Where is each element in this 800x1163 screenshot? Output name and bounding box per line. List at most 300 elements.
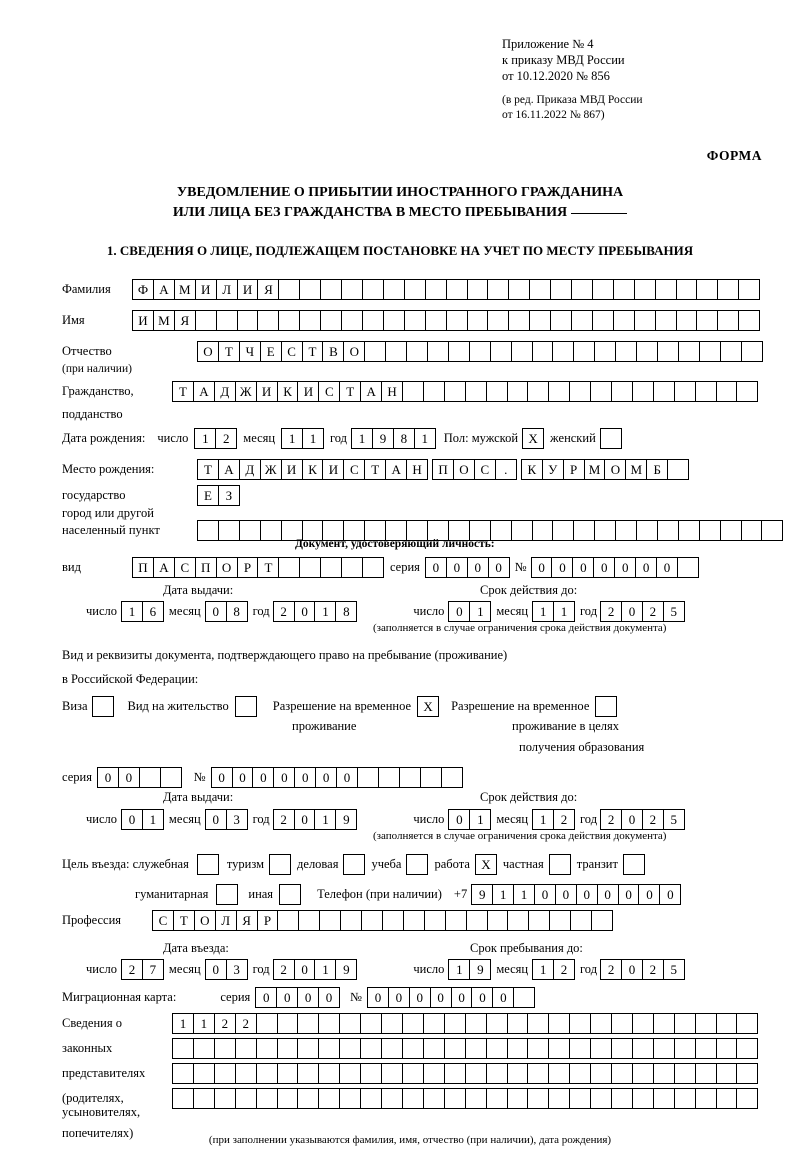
cell[interactable] bbox=[695, 1063, 717, 1084]
cell[interactable] bbox=[361, 910, 383, 931]
cell[interactable] bbox=[278, 310, 300, 331]
cell[interactable] bbox=[611, 1088, 633, 1109]
cell[interactable] bbox=[529, 310, 551, 331]
cell[interactable] bbox=[653, 1038, 675, 1059]
cell[interactable] bbox=[193, 1063, 215, 1084]
cell[interactable] bbox=[343, 854, 365, 875]
cell[interactable]: 1 bbox=[314, 959, 336, 980]
cell[interactable] bbox=[699, 520, 721, 541]
cell[interactable] bbox=[445, 910, 467, 931]
cell[interactable]: 0 bbox=[430, 987, 452, 1008]
cell[interactable]: К bbox=[277, 381, 299, 402]
cell[interactable]: 0 bbox=[276, 987, 298, 1008]
cell[interactable] bbox=[736, 1063, 758, 1084]
cell[interactable] bbox=[257, 310, 279, 331]
cell[interactable] bbox=[548, 1013, 570, 1034]
cell[interactable]: Л bbox=[216, 279, 238, 300]
cell[interactable] bbox=[197, 520, 219, 541]
cell[interactable] bbox=[469, 341, 491, 362]
cell[interactable] bbox=[381, 1038, 403, 1059]
cell[interactable]: Т bbox=[173, 910, 195, 931]
cell[interactable] bbox=[696, 310, 718, 331]
cell[interactable]: С bbox=[474, 459, 496, 480]
cell[interactable]: 0 bbox=[471, 987, 493, 1008]
cell[interactable]: . bbox=[495, 459, 517, 480]
cell[interactable] bbox=[360, 1038, 382, 1059]
cell[interactable]: 0 bbox=[409, 987, 431, 1008]
cell[interactable] bbox=[319, 910, 341, 931]
cell[interactable]: Р bbox=[257, 910, 279, 931]
cell[interactable]: 1 bbox=[314, 809, 336, 830]
cell[interactable]: 0 bbox=[621, 601, 643, 622]
cell[interactable]: 0 bbox=[121, 809, 143, 830]
cell[interactable]: Х bbox=[417, 696, 439, 717]
cell[interactable] bbox=[717, 310, 739, 331]
cell[interactable] bbox=[465, 1038, 487, 1059]
cell[interactable] bbox=[674, 1063, 696, 1084]
cell[interactable]: Р bbox=[563, 459, 585, 480]
cell[interactable]: 5 bbox=[663, 601, 685, 622]
cell[interactable] bbox=[235, 696, 257, 717]
cell[interactable] bbox=[508, 310, 530, 331]
cell[interactable] bbox=[385, 341, 407, 362]
cell[interactable] bbox=[716, 1038, 738, 1059]
cell[interactable] bbox=[277, 1038, 299, 1059]
cell[interactable]: 0 bbox=[621, 959, 643, 980]
cell[interactable] bbox=[532, 520, 554, 541]
cell[interactable] bbox=[467, 279, 489, 300]
cell[interactable]: 0 bbox=[294, 767, 316, 788]
cell[interactable] bbox=[695, 1038, 717, 1059]
cell[interactable] bbox=[269, 854, 291, 875]
cell[interactable]: 1 bbox=[414, 428, 436, 449]
cell[interactable]: 2 bbox=[273, 959, 295, 980]
cell[interactable]: М bbox=[174, 279, 196, 300]
cell[interactable] bbox=[256, 1063, 278, 1084]
cell[interactable] bbox=[653, 1088, 675, 1109]
cell[interactable] bbox=[279, 884, 301, 905]
cell[interactable] bbox=[571, 279, 593, 300]
cell[interactable]: 0 bbox=[318, 987, 340, 1008]
cell[interactable]: Б bbox=[646, 459, 668, 480]
cell[interactable] bbox=[716, 1088, 738, 1109]
cell[interactable] bbox=[364, 341, 386, 362]
cell[interactable] bbox=[448, 341, 470, 362]
cell[interactable] bbox=[632, 1088, 654, 1109]
cell[interactable] bbox=[487, 310, 509, 331]
cell[interactable] bbox=[237, 310, 259, 331]
cell[interactable]: 5 bbox=[663, 809, 685, 830]
cell[interactable]: О bbox=[216, 557, 238, 578]
cell[interactable]: И bbox=[256, 381, 278, 402]
cell[interactable] bbox=[611, 1013, 633, 1034]
cell[interactable] bbox=[632, 1063, 654, 1084]
cell[interactable]: 1 bbox=[351, 428, 373, 449]
cell[interactable] bbox=[615, 341, 637, 362]
cell[interactable] bbox=[573, 341, 595, 362]
cell[interactable]: Т bbox=[197, 459, 219, 480]
cell[interactable] bbox=[318, 1038, 340, 1059]
cell[interactable] bbox=[465, 1013, 487, 1034]
cell[interactable] bbox=[590, 381, 612, 402]
cell[interactable]: 0 bbox=[656, 557, 678, 578]
cell[interactable] bbox=[382, 910, 404, 931]
cell[interactable]: 9 bbox=[471, 884, 493, 905]
cell[interactable]: Я bbox=[257, 279, 279, 300]
cell[interactable] bbox=[592, 310, 614, 331]
cell[interactable] bbox=[486, 1088, 508, 1109]
cell[interactable] bbox=[446, 310, 468, 331]
cell[interactable]: 1 bbox=[532, 809, 554, 830]
cell[interactable]: 2 bbox=[553, 809, 575, 830]
cell[interactable] bbox=[716, 1063, 738, 1084]
cell[interactable] bbox=[507, 381, 529, 402]
cell[interactable]: И bbox=[195, 279, 217, 300]
cell[interactable]: Д bbox=[214, 381, 236, 402]
cell[interactable] bbox=[297, 1088, 319, 1109]
cell[interactable]: К bbox=[302, 459, 324, 480]
cell[interactable]: С bbox=[343, 459, 365, 480]
cell[interactable] bbox=[594, 341, 616, 362]
cell[interactable]: О bbox=[197, 341, 219, 362]
cell[interactable]: А bbox=[153, 279, 175, 300]
cell[interactable] bbox=[507, 1088, 529, 1109]
cell[interactable]: М bbox=[153, 310, 175, 331]
cell[interactable] bbox=[160, 767, 182, 788]
cell[interactable] bbox=[611, 1063, 633, 1084]
cell[interactable] bbox=[528, 910, 550, 931]
cell[interactable] bbox=[548, 1038, 570, 1059]
cell[interactable] bbox=[278, 279, 300, 300]
cell[interactable] bbox=[378, 767, 400, 788]
cell[interactable]: 9 bbox=[372, 428, 394, 449]
cell[interactable]: 1 bbox=[532, 959, 554, 980]
cell[interactable] bbox=[299, 557, 321, 578]
cell[interactable] bbox=[591, 910, 613, 931]
cell[interactable] bbox=[383, 279, 405, 300]
cell[interactable]: 0 bbox=[252, 767, 274, 788]
cell[interactable]: К bbox=[521, 459, 543, 480]
cell[interactable]: 1 bbox=[121, 601, 143, 622]
cell[interactable]: Х bbox=[522, 428, 544, 449]
cell[interactable] bbox=[487, 910, 509, 931]
cell[interactable]: 1 bbox=[193, 1013, 215, 1034]
cell[interactable]: 0 bbox=[551, 557, 573, 578]
cell[interactable] bbox=[655, 279, 677, 300]
cell[interactable]: 1 bbox=[553, 601, 575, 622]
cell[interactable]: 2 bbox=[600, 959, 622, 980]
cell[interactable] bbox=[529, 279, 551, 300]
cell[interactable]: Н bbox=[406, 459, 428, 480]
cell[interactable]: 0 bbox=[273, 767, 295, 788]
cell[interactable] bbox=[548, 1063, 570, 1084]
cell[interactable]: Л bbox=[215, 910, 237, 931]
cell[interactable] bbox=[611, 1038, 633, 1059]
cell[interactable]: 0 bbox=[118, 767, 140, 788]
cell[interactable] bbox=[527, 1088, 549, 1109]
cell[interactable] bbox=[172, 1063, 194, 1084]
cell[interactable]: Я bbox=[236, 910, 258, 931]
cell[interactable]: 9 bbox=[335, 809, 357, 830]
cell[interactable] bbox=[466, 910, 488, 931]
cell[interactable]: А bbox=[153, 557, 175, 578]
cell[interactable] bbox=[667, 459, 689, 480]
cell[interactable]: 2 bbox=[273, 601, 295, 622]
cell[interactable]: 1 bbox=[314, 601, 336, 622]
cell[interactable] bbox=[277, 1063, 299, 1084]
cell[interactable] bbox=[486, 1063, 508, 1084]
cell[interactable]: 0 bbox=[597, 884, 619, 905]
cell[interactable] bbox=[297, 1013, 319, 1034]
cell[interactable]: 2 bbox=[215, 428, 237, 449]
cell[interactable] bbox=[424, 910, 446, 931]
cell[interactable] bbox=[216, 310, 238, 331]
cell[interactable] bbox=[527, 1013, 549, 1034]
cell[interactable]: Я bbox=[174, 310, 196, 331]
cell[interactable] bbox=[423, 381, 445, 402]
cell[interactable] bbox=[404, 279, 426, 300]
cell[interactable] bbox=[444, 1038, 466, 1059]
cell[interactable] bbox=[465, 381, 487, 402]
cell[interactable]: 7 bbox=[142, 959, 164, 980]
cell[interactable] bbox=[676, 279, 698, 300]
cell[interactable]: 0 bbox=[492, 987, 514, 1008]
cell[interactable] bbox=[632, 381, 654, 402]
cell[interactable] bbox=[736, 381, 758, 402]
cell[interactable] bbox=[402, 1063, 424, 1084]
cell[interactable]: А bbox=[360, 381, 382, 402]
cell[interactable] bbox=[513, 987, 535, 1008]
cell[interactable]: 0 bbox=[294, 809, 316, 830]
cell[interactable] bbox=[595, 696, 617, 717]
cell[interactable]: 0 bbox=[448, 601, 470, 622]
cell[interactable]: О bbox=[343, 341, 365, 362]
cell[interactable]: 0 bbox=[572, 557, 594, 578]
cell[interactable] bbox=[406, 854, 428, 875]
cell[interactable] bbox=[716, 381, 738, 402]
cell[interactable] bbox=[569, 1038, 591, 1059]
cell[interactable]: 0 bbox=[451, 987, 473, 1008]
cell[interactable]: Т bbox=[257, 557, 279, 578]
cell[interactable] bbox=[256, 1088, 278, 1109]
cell[interactable] bbox=[193, 1038, 215, 1059]
cell[interactable]: Е bbox=[197, 485, 219, 506]
cell[interactable] bbox=[611, 381, 633, 402]
cell[interactable] bbox=[362, 557, 384, 578]
cell[interactable]: 0 bbox=[593, 557, 615, 578]
cell[interactable]: 5 bbox=[663, 959, 685, 980]
cell[interactable]: 0 bbox=[294, 601, 316, 622]
cell[interactable] bbox=[569, 381, 591, 402]
cell[interactable]: 0 bbox=[659, 884, 681, 905]
cell[interactable] bbox=[590, 1088, 612, 1109]
cell[interactable] bbox=[736, 1038, 758, 1059]
cell[interactable]: 9 bbox=[469, 959, 491, 980]
cell[interactable]: П bbox=[432, 459, 454, 480]
cell[interactable] bbox=[678, 520, 700, 541]
cell[interactable] bbox=[548, 381, 570, 402]
cell[interactable] bbox=[172, 1038, 194, 1059]
cell[interactable] bbox=[550, 279, 572, 300]
cell[interactable] bbox=[320, 310, 342, 331]
cell[interactable] bbox=[278, 557, 300, 578]
cell[interactable]: И bbox=[297, 381, 319, 402]
cell[interactable] bbox=[653, 1063, 675, 1084]
cell[interactable] bbox=[420, 767, 442, 788]
cell[interactable] bbox=[427, 341, 449, 362]
cell[interactable] bbox=[362, 310, 384, 331]
cell[interactable] bbox=[299, 310, 321, 331]
cell[interactable]: 0 bbox=[205, 959, 227, 980]
cell[interactable]: 0 bbox=[467, 557, 489, 578]
cell[interactable] bbox=[696, 279, 718, 300]
cell[interactable]: 2 bbox=[273, 809, 295, 830]
cell[interactable] bbox=[569, 1013, 591, 1034]
cell[interactable]: С bbox=[318, 381, 340, 402]
cell[interactable] bbox=[632, 1038, 654, 1059]
cell[interactable]: С bbox=[174, 557, 196, 578]
cell[interactable] bbox=[623, 854, 645, 875]
cell[interactable] bbox=[695, 381, 717, 402]
cell[interactable]: Ч bbox=[239, 341, 261, 362]
cell[interactable] bbox=[507, 1013, 529, 1034]
cell[interactable]: 0 bbox=[97, 767, 119, 788]
cell[interactable]: 2 bbox=[642, 809, 664, 830]
cell[interactable] bbox=[549, 854, 571, 875]
cell[interactable] bbox=[590, 1038, 612, 1059]
cell[interactable] bbox=[720, 520, 742, 541]
cell[interactable] bbox=[613, 279, 635, 300]
cell[interactable]: 0 bbox=[614, 557, 636, 578]
cell[interactable]: 2 bbox=[214, 1013, 236, 1034]
cell[interactable]: 3 bbox=[226, 959, 248, 980]
cell[interactable]: П bbox=[195, 557, 217, 578]
cell[interactable] bbox=[594, 520, 616, 541]
cell[interactable]: 1 bbox=[513, 884, 535, 905]
cell[interactable]: 2 bbox=[553, 959, 575, 980]
cell[interactable]: М bbox=[584, 459, 606, 480]
cell[interactable]: У bbox=[542, 459, 564, 480]
cell[interactable] bbox=[490, 341, 512, 362]
cell[interactable]: Т bbox=[364, 459, 386, 480]
cell[interactable] bbox=[339, 1063, 361, 1084]
cell[interactable] bbox=[678, 341, 700, 362]
cell[interactable] bbox=[548, 1088, 570, 1109]
cell[interactable] bbox=[277, 1088, 299, 1109]
cell[interactable]: 2 bbox=[642, 959, 664, 980]
cell[interactable]: Д bbox=[239, 459, 261, 480]
cell[interactable] bbox=[674, 1038, 696, 1059]
cell[interactable] bbox=[362, 279, 384, 300]
cell[interactable] bbox=[444, 381, 466, 402]
cell[interactable]: 1 bbox=[532, 601, 554, 622]
cell[interactable] bbox=[277, 910, 299, 931]
cell[interactable] bbox=[487, 279, 509, 300]
cell[interactable]: 0 bbox=[531, 557, 553, 578]
cell[interactable] bbox=[507, 910, 529, 931]
cell[interactable] bbox=[632, 1013, 654, 1034]
cell[interactable]: 8 bbox=[226, 601, 248, 622]
cell[interactable] bbox=[320, 279, 342, 300]
cell[interactable] bbox=[423, 1038, 445, 1059]
cell[interactable]: Х bbox=[475, 854, 497, 875]
cell[interactable]: 0 bbox=[255, 987, 277, 1008]
cell[interactable]: 0 bbox=[555, 884, 577, 905]
cell[interactable] bbox=[738, 310, 760, 331]
cell[interactable] bbox=[277, 1013, 299, 1034]
cell[interactable] bbox=[195, 310, 217, 331]
cell[interactable]: М bbox=[625, 459, 647, 480]
cell[interactable]: 2 bbox=[121, 959, 143, 980]
cell[interactable] bbox=[318, 1013, 340, 1034]
cell[interactable] bbox=[197, 854, 219, 875]
cell[interactable] bbox=[738, 279, 760, 300]
cell[interactable] bbox=[653, 1013, 675, 1034]
cell[interactable] bbox=[139, 767, 161, 788]
cell[interactable]: 6 bbox=[142, 601, 164, 622]
cell[interactable] bbox=[339, 1088, 361, 1109]
cell[interactable] bbox=[486, 381, 508, 402]
cell[interactable]: 0 bbox=[488, 557, 510, 578]
cell[interactable] bbox=[657, 520, 679, 541]
cell[interactable] bbox=[423, 1063, 445, 1084]
cell[interactable] bbox=[508, 279, 530, 300]
cell[interactable] bbox=[425, 279, 447, 300]
cell[interactable] bbox=[634, 279, 656, 300]
cell[interactable] bbox=[399, 767, 421, 788]
cell[interactable]: 8 bbox=[335, 601, 357, 622]
cell[interactable]: О bbox=[604, 459, 626, 480]
cell[interactable]: 0 bbox=[388, 987, 410, 1008]
cell[interactable] bbox=[256, 1013, 278, 1034]
cell[interactable]: 1 bbox=[142, 809, 164, 830]
cell[interactable] bbox=[527, 381, 549, 402]
cell[interactable] bbox=[590, 1013, 612, 1034]
cell[interactable] bbox=[357, 767, 379, 788]
cell[interactable] bbox=[653, 381, 675, 402]
cell[interactable] bbox=[320, 557, 342, 578]
cell[interactable]: П bbox=[132, 557, 154, 578]
cell[interactable] bbox=[341, 557, 363, 578]
cell[interactable]: 0 bbox=[576, 884, 598, 905]
cell[interactable] bbox=[239, 520, 261, 541]
cell[interactable]: 2 bbox=[600, 601, 622, 622]
cell[interactable]: 2 bbox=[235, 1013, 257, 1034]
cell[interactable] bbox=[674, 1013, 696, 1034]
cell[interactable]: 1 bbox=[302, 428, 324, 449]
cell[interactable] bbox=[636, 341, 658, 362]
cell[interactable] bbox=[486, 1038, 508, 1059]
cell[interactable] bbox=[716, 1013, 738, 1034]
cell[interactable] bbox=[402, 381, 424, 402]
cell[interactable]: 0 bbox=[232, 767, 254, 788]
cell[interactable] bbox=[216, 884, 238, 905]
cell[interactable]: Ф bbox=[132, 279, 154, 300]
cell[interactable] bbox=[256, 1038, 278, 1059]
cell[interactable]: Ж bbox=[260, 459, 282, 480]
cell[interactable]: О bbox=[453, 459, 475, 480]
cell[interactable] bbox=[423, 1088, 445, 1109]
cell[interactable] bbox=[298, 910, 320, 931]
cell[interactable]: 0 bbox=[315, 767, 337, 788]
cell[interactable] bbox=[235, 1063, 257, 1084]
cell[interactable] bbox=[636, 520, 658, 541]
cell[interactable] bbox=[592, 279, 614, 300]
cell[interactable]: 0 bbox=[294, 959, 316, 980]
cell[interactable] bbox=[550, 310, 572, 331]
cell[interactable] bbox=[444, 1063, 466, 1084]
cell[interactable] bbox=[634, 310, 656, 331]
